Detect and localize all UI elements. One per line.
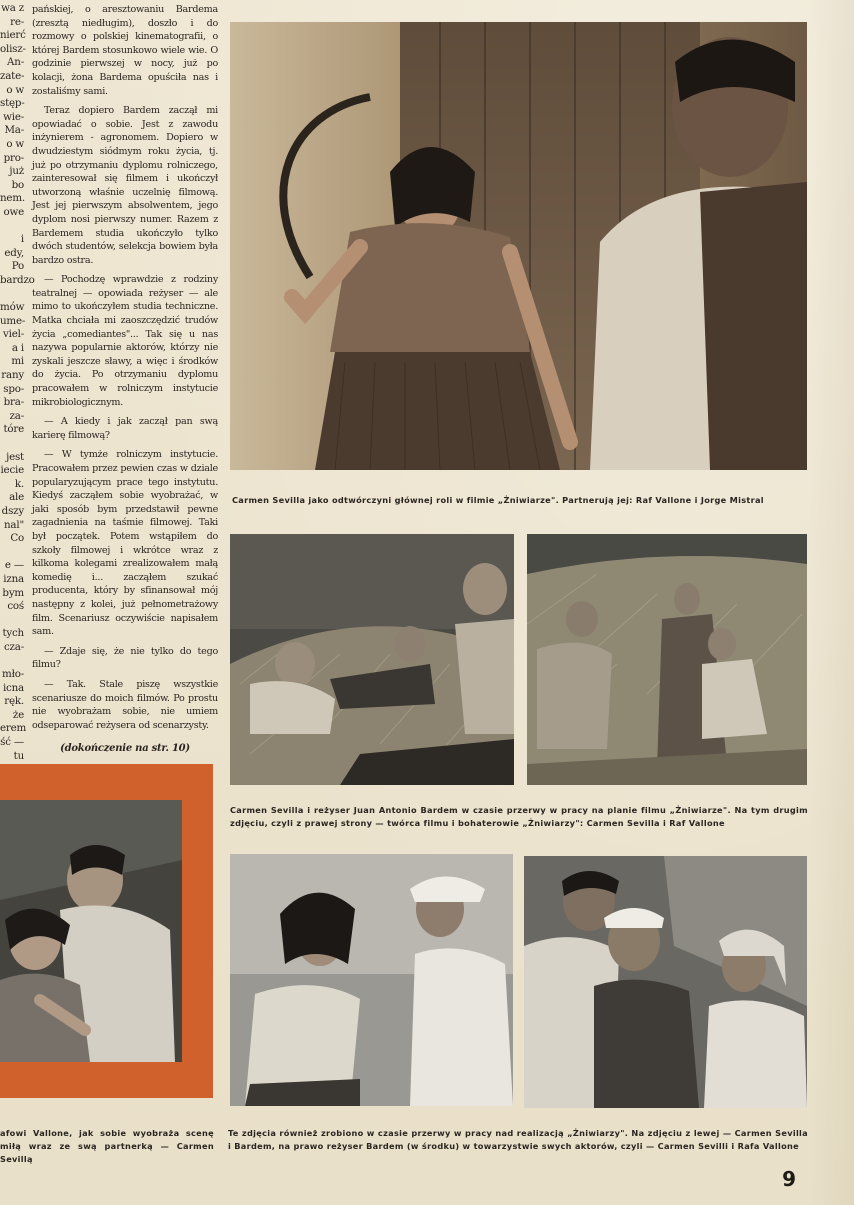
article-text-column [32, 3, 218, 756]
left-fragment-line: spo- [3, 382, 24, 395]
photo-sevilla-bardem [230, 854, 513, 1106]
left-fragment-line: nem. [0, 192, 25, 205]
photo-set-break-left [230, 534, 514, 785]
left-fragment-line: bo [11, 178, 24, 191]
left-fragment-line: nierć [0, 29, 26, 42]
left-fragment-line: bra- [3, 396, 24, 409]
left-fragment-line: e — [4, 559, 24, 572]
left-fragment-line: ume- [0, 314, 26, 327]
left-fragment-line: An- [7, 56, 24, 69]
left-fragment-line [0, 220, 24, 234]
caption-bottom-right: Te zdjęcia również zrobiono w czasie przerwy w pracy nad realizacją „Żniwiarzy". Na zdjęciu z lewej — Carmen Sevilla i Bardem, na prawo reżyser Bardem (w środku) w towarzystwie swych aktorów, czyli — Carmen Sevilli i Rafa Vallone [228, 1128, 808, 1151]
left-fragment-line: a i [11, 341, 24, 354]
article-paragraph: — Tak. Stale piszę wszystkie scenariusze do moich filmów. Po prostu nie wyobrażam sobie, nie umiem odseparować reżysera od scenarzysty. [32, 678, 218, 731]
left-fragment-line: zate- [0, 69, 25, 82]
left-fragment-line: Po [11, 260, 24, 273]
left-fragment-line: tych [2, 627, 24, 640]
left-fragment-line: nal" [4, 518, 24, 531]
left-fragment-line: izna [3, 572, 24, 585]
left-fragment-line: viel- [3, 328, 24, 341]
left-fragment-line: tu [13, 749, 24, 762]
left-fragment-line: re- [10, 15, 24, 28]
left-fragment-line: mów [0, 301, 25, 314]
left-fragment-line: o w [6, 83, 24, 96]
left-fragment-line: jest [6, 450, 24, 463]
continuation-note: (dokończenie na str. 10) [60, 743, 190, 755]
page-number: 9 [782, 1167, 796, 1191]
left-fragment-line: coś [7, 600, 24, 613]
left-fragment-line: o w [6, 137, 24, 150]
article-paragraph: — W tymże rolniczym instytucie. Pracowałem przez pewien czas w dziale popularyzującym prace tego instytutu. Kiedyś zacząłem sobie wyobrażać, w jaki sposób bym przedstawił pewne zagadnienia na taśmie filmowej. Taki był początek. Potem wstąpiłem do szkoły filmowej i wkrótce wraz z kilkoma kolegami zrealizowałem małą komedię i... zacząłem szukać producenta, który by sfinansował mój następny z kolei, już pełnometrażowy film. Scenariusz oczywiście napisałem sam. [32, 449, 218, 638]
left-fragment-line: tóre [3, 423, 24, 436]
left-fragment-line [0, 546, 24, 560]
article-paragraph: — A kiedy i jak zaczął pan swą karierę filmową? [32, 416, 218, 441]
left-fragment-line: ść — [0, 736, 24, 749]
left-fragment-line: dszy [1, 504, 24, 517]
left-fragment-line: pro- [3, 151, 24, 164]
left-fragment-line: icna [2, 681, 24, 694]
article-paragraph: pańskiej, o aresztowaniu Bardema (zresztą niedługim), doszło i do rozmowy o polskiej kinematografii, o której Bardem stosunkowo wiele wie. O godzinie pierwszej w nocy, już po kolacji, żona Bardema opuściła nas i zostaliśmy sami. [32, 4, 218, 97]
left-fragment-line: i [20, 233, 24, 246]
left-fragment-line: stęp- [0, 97, 25, 110]
left-fragment-line: rany [1, 369, 24, 382]
left-fragment-line: bym [2, 586, 24, 599]
left-column-fragments [0, 2, 35, 762]
left-fragment-line: owe [3, 205, 24, 218]
left-fragment-line: iecie [0, 464, 24, 477]
left-fragment-line: k. [14, 477, 24, 490]
left-fragment-line: erem [0, 722, 27, 735]
caption-bottom-left: afowi Vallone, jak sobie wyobraża scenę miłą wraz ze swą partnerką — Carmen Sevillą [0, 1128, 214, 1164]
left-fragment-line [0, 655, 24, 669]
left-fragment-line [0, 437, 24, 451]
left-fragment-line: edy, [4, 246, 24, 259]
article-paragraph: — Pochodzę wprawdzie z rodziny teatralnej — opowiada reżyser — ale mimo to ukończyłem studia techniczne. Matka chciała mi zaoszczędzić trudów życia „comediantes"... Tak się u nas nazywa popularnie aktorów, którzy nie zyskali jeszcze sławy, a więc i środków do życia. Po otrzymaniu dyplomu pracowałem w rolniczym instytucie mikrobiologicznym. [32, 274, 218, 408]
left-fragment-line: Ma- [4, 124, 24, 137]
left-fragment-line: ręk. [4, 695, 24, 708]
article-paragraph: — Zdaje się, że nie tylko do tego filmu? [32, 645, 218, 671]
photo-main-still [230, 22, 807, 470]
caption-main-photo: Carmen Sevilla jako odtwórczyni głównej roli w filmie „Żniwiarze". Partnerują jej: Raf Vallone i Jorge Mistral [232, 495, 764, 505]
left-fragment-line: Co [10, 532, 24, 545]
left-fragment-line: że [12, 708, 24, 721]
caption-middle-photos: Carmen Sevilla i reżyser Juan Antonio Bardem w czasie przerwy w pracy na planie filmu „Żniwiarze". Na tym drugim zdjęciu, czyli z prawej strony — twórca filmu i bohaterowie „Żniwiarzy": Carmen Sevilla i Raf Vallone [230, 805, 808, 828]
left-fragment-line: mło- [2, 668, 24, 681]
left-fragment-line [0, 287, 24, 301]
left-fragment-line: ale [9, 491, 24, 504]
photo-bardem-actors [524, 856, 807, 1108]
left-fragment-line: już [9, 165, 24, 178]
article-paragraph: Teraz dopiero Bardem zaczął mi opowiadać o sobie. Jest z zawodu inżynierem - agronomem. Dopiero w dwudziestym siódmym roku życia, tj. już po otrzymaniu dyplomu rolniczego, zainteresował się filmem i ukończył utworzoną właśnie uczelnię filmową. Jest jej pierwszym absolwentem, jego dyplom nosi pierwszy numer. Razem z Bardemem studia ukończyło tylko dwóch studentów, selekcja bowiem była bardzo ostra. [32, 105, 218, 266]
left-fragment-line: wa z [1, 2, 24, 14]
left-fragment-line: mi [11, 355, 24, 368]
left-fragment-line [0, 614, 24, 628]
photo-set-break-right [527, 534, 807, 785]
paper-edge-shade [808, 0, 854, 1205]
left-fragment-line: za- [9, 409, 24, 422]
left-fragment-line: bardzo [0, 273, 35, 286]
left-fragment-line: cza- [3, 640, 24, 653]
left-fragment-line: olisz- [0, 42, 26, 55]
left-fragment-line: wie- [3, 110, 24, 123]
photo-vallone-scene [0, 800, 182, 1062]
